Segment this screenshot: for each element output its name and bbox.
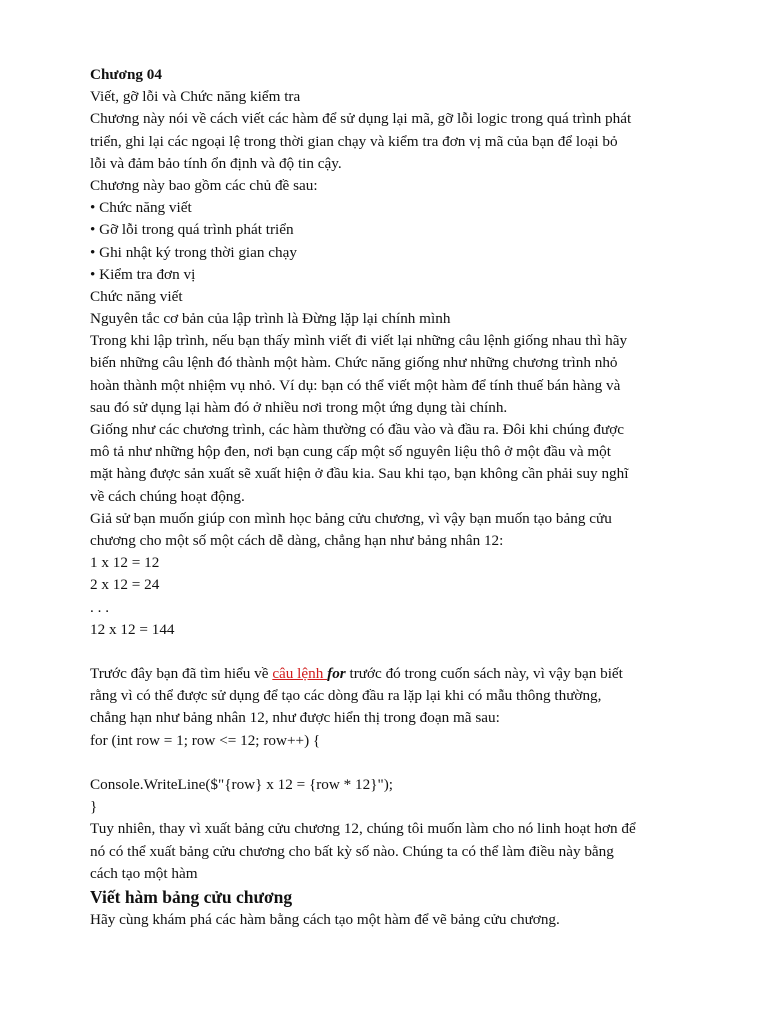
document-page — [90, 64, 690, 931]
intro-paragraph — [90, 108, 690, 175]
paragraph-flexible — [90, 818, 690, 885]
code-line: for (int row = 1; row <= 12; row++) { — [90, 731, 321, 749]
text-line: Giống như các chương trình, các hàm thường có đầu vào và đầu ra. Đôi khi chúng được — [90, 421, 625, 438]
times-table-example — [90, 552, 690, 641]
list-item: • Ghi nhật ký trong thời gian chạy — [90, 243, 297, 261]
text-line: hoàn thành một nhiệm vụ nhỏ. Ví dụ: bạn có thể viết một hàm để tính thuế bán hàng và — [90, 376, 621, 394]
text-line: cách tạo một hàm — [90, 864, 198, 882]
text-line: chương cho một số một cách dễ dàng, chẳng hạn như bảng nhân 12: — [90, 531, 504, 549]
code-snippet — [90, 730, 690, 819]
paragraph-blackbox — [90, 419, 690, 508]
chapter-subtitle: Viết, gỡ lỗi và Chức năng kiểm tra — [90, 88, 301, 106]
text-line: Hãy cùng khám phá các hàm bằng cách tạo một hàm để vẽ bảng cửu chương. — [90, 910, 560, 928]
text-line: mặt hàng được sản xuất sẽ xuất hiện ở đầu kia. Sau khi tạo, bạn không cần phải suy nghĩ — [90, 465, 629, 483]
text-line: về cách chúng hoạt động. — [90, 487, 245, 505]
text-line: chẳng hạn như bảng nhân 12, như được hiển thị trong đoạn mã sau: — [90, 709, 500, 727]
text-span: trước đó trong cuốn sách này, vì vậy bạn biết — [345, 665, 623, 683]
text-line: Giả sử bạn muốn giúp con mình học bảng cửu chương, vì vậy bạn muốn tạo bảng cửu — [90, 509, 612, 527]
text-line: triển, ghi lại các ngoại lệ trong thời gian chạy và kiểm tra đơn vị mã của bạn để loại bỏ — [90, 132, 618, 150]
text-line: sau đó sử dụng lại hàm đó ở nhiều nơi trong một ứng dụng tài chính. — [90, 398, 508, 416]
paragraph-times-table — [90, 508, 690, 552]
table-line: 2 x 12 = 24 — [90, 576, 160, 594]
text-span: Trước đây bạn đã tìm hiểu về — [90, 665, 273, 683]
paragraph-functions — [90, 330, 690, 419]
code-line: } — [90, 798, 98, 816]
blank-line — [90, 752, 690, 774]
list-item: • Gỡ lỗi trong quá trình phát triển — [90, 221, 294, 239]
text-line: nó có thể xuất bảng cửu chương cho bất kỳ số nào. Chúng ta có thể làm điều này bằng — [90, 842, 614, 860]
section-heading-times-table-function: Viết hàm bảng cửu chương — [90, 886, 293, 907]
table-line: 12 x 12 = 144 — [90, 620, 175, 638]
text-line: rằng vì có thể được sử dụng để tạo các dòng đầu ra lặp lại khi có mẫu thông thường, — [90, 687, 602, 705]
table-line: 1 x 12 = 12 — [90, 554, 160, 572]
for-keyword: for — [327, 665, 346, 683]
section-title: Chức năng viết — [90, 287, 183, 305]
text-line: Chương này nói về cách viết các hàm để sử dụng lại mã, gỡ lỗi logic trong quá trình phát — [90, 110, 632, 128]
text-line: lỗi và đảm bảo tính ổn định và độ tin cậy. — [90, 154, 342, 172]
table-line: . . . — [90, 598, 109, 616]
chapter-title: Chương 04 — [90, 66, 162, 83]
topics-heading: Chương này bao gồm các chủ đề sau: — [90, 176, 318, 194]
for-statement-link[interactable]: câu lệnh — [272, 665, 328, 683]
text-line: biến những câu lệnh đó thành một hàm. Chức năng giống như những chương trình nhỏ — [90, 354, 618, 372]
paragraph-for-statement — [90, 663, 690, 730]
text-line — [90, 663, 690, 685]
list-item: • Kiểm tra đơn vị — [90, 265, 196, 283]
blank-line — [90, 641, 690, 663]
text-line: mô tả như những hộp đen, nơi bạn cung cấp một số nguyên liệu thô ở một đầu và một — [90, 443, 611, 461]
code-line: Console.WriteLine($"{row} x 12 = {row * 12}"); — [90, 776, 394, 793]
topics-list — [90, 197, 690, 286]
list-item: • Chức năng viết — [90, 199, 192, 217]
text-line: Tuy nhiên, thay vì xuất bảng cửu chương 12, chúng tôi muốn làm cho nó linh hoạt hơn để — [90, 820, 636, 838]
text-line: Trong khi lập trình, nếu bạn thấy mình viết đi viết lại những câu lệnh giống nhau thì hãy — [90, 332, 628, 350]
principle-line: Nguyên tắc cơ bản của lập trình là Đừng lặp lại chính mình — [90, 310, 451, 328]
